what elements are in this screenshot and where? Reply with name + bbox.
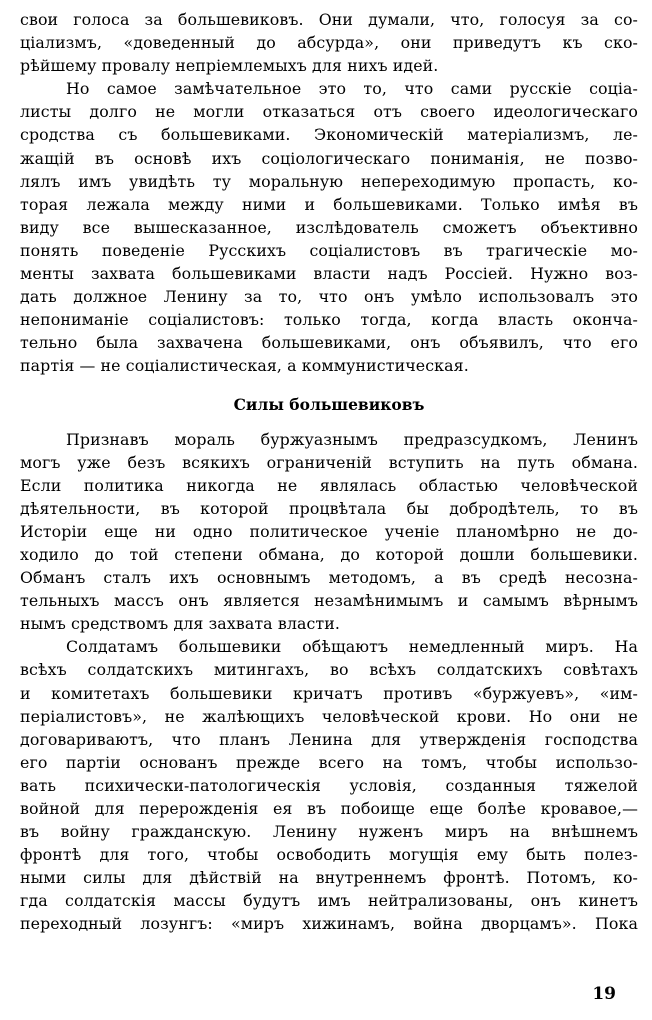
text-line: тельно была захвачена большевиками, онъ объявилъ, что его	[20, 333, 638, 353]
text-line: фронтѣ для того, чтобы освободить могущія ему быть полез-	[20, 845, 638, 865]
text-line: дѣятельности, въ которой процвѣтала бы добродѣтель, то въ	[20, 498, 638, 518]
text-line: въ войну гражданскую. Ленину нуженъ миръ на внѣшнемъ	[20, 822, 638, 842]
text-line: Если политика никогда не являлась областью человѣческой	[20, 475, 638, 495]
text-line: могъ уже безъ всякихъ ограниченій вступить на путь обмана.	[20, 452, 638, 472]
text-line: понять поведеніе Русскихъ соціалистовъ въ трагическіе мо-	[20, 240, 638, 260]
text-line: Солдатамъ большевики обѣщаютъ немедленный миръ. На	[66, 637, 638, 657]
paragraph-3	[20, 428, 638, 636]
text-line: и комитетахъ большевики кричатъ противъ «буржуевъ», «им-	[20, 683, 638, 703]
text-line: войной для перерожденія ея въ побоище еще болѣе кровавое,—	[20, 799, 638, 818]
text-line: вать психически-патологическія условія, созданныя тяжелой	[20, 775, 638, 795]
text-line: тельныхъ массъ онъ является незамѣнимымъ и самымъ вѣрнымъ	[20, 591, 638, 611]
text-line: виду все вышесказанное, изслѣдователь сможетъ объективно	[20, 217, 638, 237]
text-line: Но самое замѣчательное это то, что сами русскіе соціа-	[66, 79, 638, 99]
text-line: партія — не соціалистическая, а коммунистическая.	[20, 356, 469, 376]
text-line: нымъ средствомъ для захвата власти.	[20, 614, 341, 634]
text-line: сродства съ большевиками. Экономическій матеріализмъ, ле-	[20, 125, 638, 145]
text-line: гда солдатскія массы будутъ имъ нейтрализованы, онъ кинетъ	[20, 891, 638, 911]
paragraph-2	[20, 77, 638, 377]
document-page	[20, 8, 638, 936]
text-line: ными силы для дѣйствій на внутреннемъ фронтѣ. Потомъ, ко-	[20, 868, 638, 888]
section-heading: Силы большевиковъ	[233, 394, 425, 414]
text-line: торая лежала между ними и большевиками. Только имѣя въ	[20, 194, 638, 214]
text-line: всѣхъ солдатскихъ митингахъ, во всѣхъ солдатскихъ совѣтахъ	[20, 660, 638, 680]
paragraph-4	[20, 635, 638, 935]
paragraph-1	[20, 8, 638, 77]
text-line: листы долго не могли отказаться отъ своего идеологическаго	[20, 102, 638, 122]
text-line: Исторіи еще ни одно политическое ученіе планомѣрно не до-	[20, 521, 638, 541]
text-line: Обманъ сталъ ихъ основнымъ методомъ, а въ средѣ несозна-	[20, 568, 638, 588]
text-line: лялъ имъ увидѣть ту моральную непереходимую пропасть, ко-	[20, 171, 638, 191]
page-number: 19	[592, 984, 616, 1004]
text-line: менты захвата большевиками власти надъ Россіей. Нужно воз-	[20, 264, 638, 284]
text-line: періалистовъ», не жалѣющихъ человѣческой крови. Но они не	[20, 706, 638, 726]
text-line: ціализмъ, «доведенный до абсурда», они приведутъ къ ско-	[20, 33, 638, 53]
text-line: Признавъ мораль буржуазнымъ предразсудкомъ, Ленинъ	[66, 429, 638, 449]
text-line: жащій въ основѣ ихъ соціологическаго пониманія, не позво-	[20, 148, 638, 168]
text-line: договариваютъ, что планъ Ленина для утвержденія господства	[20, 729, 638, 749]
text-line: свои голоса за большевиковъ. Они думали, что, голосуя за со-	[20, 10, 638, 29]
text-line: дать должное Ленину за то, что онъ умѣло использовалъ это	[20, 287, 638, 307]
text-line: ходило до той степени обмана, до которой дошли большевики.	[20, 544, 638, 564]
text-line: непониманіе соціалистовъ: только тогда, когда власть оконча-	[20, 310, 638, 330]
text-line: рѣйшему провалу непріемлемыхъ для нихъ идей.	[20, 56, 439, 76]
text-line: переходный лозунгъ: «миръ хижинамъ, война дворцамъ». Пока	[20, 914, 638, 934]
text-line: его партіи основанъ прежде всего на томъ, чтобы использо-	[20, 752, 638, 772]
